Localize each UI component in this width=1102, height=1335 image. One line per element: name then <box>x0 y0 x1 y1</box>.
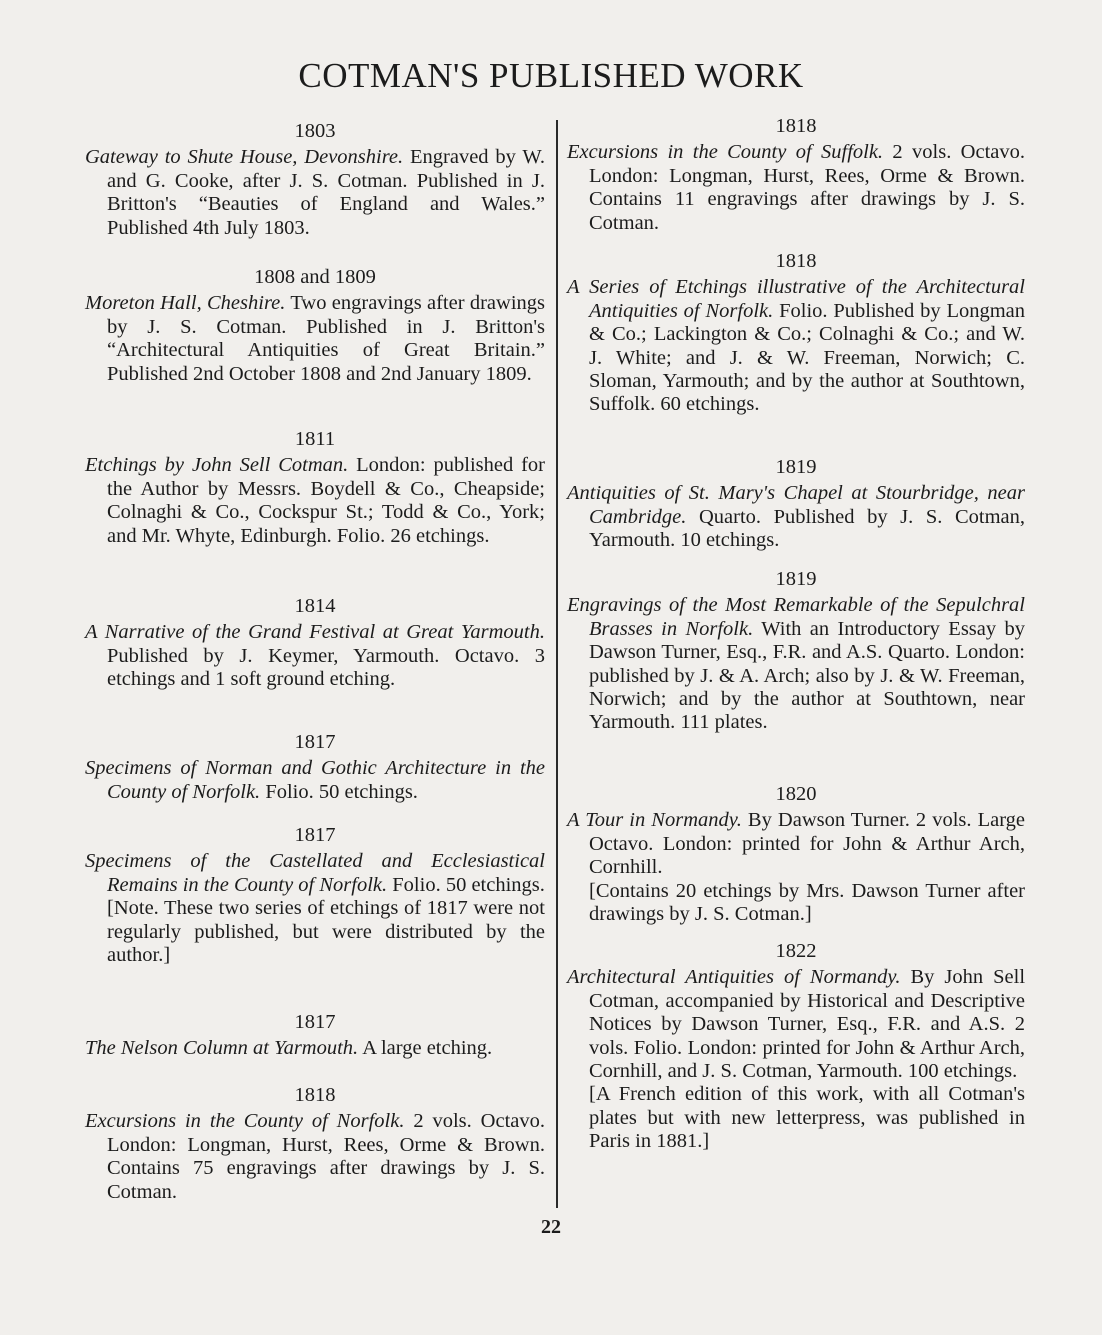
entry-text: Quarto. Published by J. S. Cotman, Yarmouth. 10 etchings. <box>589 505 1025 552</box>
bibliography-entry <box>85 731 545 804</box>
entry-body <box>85 1037 545 1060</box>
entry-text: 2 vols. Octavo. London: Longman, Hurst, Rees, Orme & Brown. Contains 75 engravings after drawings by J. S. Cotman. <box>107 1110 545 1203</box>
entry-title: A Tour in Normandy. <box>567 809 742 832</box>
entry-year: 1818 <box>294 1084 336 1106</box>
entry-body <box>567 276 1025 416</box>
entry-text: Two engravings after drawings by J. S. Cotman. Published in J. Britton's “Architectural Antiquities of Great Britain.” Published 2nd October 1808 and 2nd January 1809. <box>107 292 546 385</box>
bibliography-entry <box>85 120 545 240</box>
entry-title: Specimens of Norman and Gothic Architecture in the County of Norfolk. <box>85 757 545 803</box>
entry-year: 1819 <box>775 568 817 590</box>
bibliography-entry <box>85 428 545 548</box>
entry-year: 1818 <box>775 250 817 272</box>
entry-body <box>85 146 545 240</box>
entry-title: Gateway to Shute House, Devonshire. <box>85 146 404 169</box>
entry-year: 1820 <box>775 783 817 805</box>
entry-note: [Note. These two series of etchings of 1817 were not regularly published, but were distributed by the author.] <box>107 897 545 967</box>
entry-text: A large etching. <box>362 1037 493 1060</box>
entry-year: 1822 <box>775 940 817 962</box>
entry-body <box>567 482 1025 552</box>
entry-year: 1811 <box>294 428 336 450</box>
entry-title: A Series of Etchings illustrative of the Architectural Antiquities of Norfolk. <box>567 276 1025 322</box>
entry-text: Published by J. Keymer, Yarmouth. Octavo. 3 etchings and 1 soft ground etching. <box>107 644 545 691</box>
bibliography-entry <box>85 824 545 967</box>
entry-year: 1814 <box>294 595 336 617</box>
entry-body <box>567 966 1025 1083</box>
entry-title: Excursions in the County of Norfolk. <box>85 1110 405 1133</box>
bibliography-entry <box>85 595 545 692</box>
page-number: 22 <box>541 1216 561 1238</box>
bibliography-entry <box>567 456 1025 553</box>
bibliography-entry <box>567 250 1025 417</box>
entry-text: 2 vols. Octavo. London: Longman, Hurst, Rees, Orme & Brown. Contains 11 engravings after drawings by J. S. Cotman. <box>589 141 1025 234</box>
entry-body <box>85 454 545 548</box>
entry-title: Excursions in the County of Suffolk. <box>567 141 884 164</box>
bibliography-entry <box>85 1011 545 1061</box>
entry-title: Antiquities of St. Mary's Chapel at Stourbridge, near Cambridge. <box>567 482 1025 528</box>
entry-title: Engravings of the Most Remarkable of the Sepulchral Brasses in Norfolk. <box>567 594 1025 640</box>
bibliography-entry <box>85 1084 545 1204</box>
entry-text: Engraved by W. and G. Cooke, after J. S. Cotman. Published in J. Britton's “Beauties of England and Wales.” Published 4th July 1803. <box>107 146 545 239</box>
page-title: COTMAN'S PUBLISHED WORK <box>298 56 804 95</box>
bibliography-entry <box>567 783 1025 926</box>
entry-year: 1817 <box>294 1011 336 1033</box>
entry-year: 1817 <box>294 824 336 846</box>
column-divider <box>556 120 558 1208</box>
entry-body <box>85 621 545 691</box>
entry-body <box>85 850 545 897</box>
entry-title: Moreton Hall, Cheshire. <box>85 292 286 315</box>
entry-body <box>567 141 1025 235</box>
entry-text: London: published for the Author by Messrs. Boydell & Co., Cheapside; Colnaghi & Co., Cockspur St.; Todd & Co., York; and Mr. Whyte, Edinburgh. Folio. 26 etchings. <box>107 454 546 547</box>
entry-title: Specimens of the Castellated and Ecclesiastical Remains in the County of Norfolk. <box>85 850 545 896</box>
entry-text: Folio. 50 etchings. <box>265 780 418 803</box>
entry-body <box>567 594 1025 734</box>
entry-note: [Contains 20 etchings by Mrs. Dawson Turner after drawings by J. S. Cotman.] <box>589 879 1025 926</box>
entry-note: [A French edition of this work, with all Cotman's plates but with new letterpress, was published in Paris in 1881.] <box>589 1083 1025 1153</box>
bibliography-entry <box>567 940 1025 1154</box>
entry-year: 1808 and 1809 <box>254 266 376 288</box>
entry-body <box>85 757 545 804</box>
entry-body <box>85 1110 545 1204</box>
entry-title: Etchings by John Sell Cotman. <box>85 454 349 477</box>
entry-title: Architectural Antiquities of Normandy. <box>567 966 901 989</box>
entry-year: 1818 <box>775 115 817 137</box>
entry-text: By Dawson Turner. 2 vols. Large Octavo. London: printed for John & Arthur Arch, Cornhill. <box>589 809 1026 879</box>
entry-title: A Narrative of the Grand Festival at Great Yarmouth. <box>85 621 545 644</box>
entry-text: Folio. 50 etchings. <box>392 873 545 896</box>
entry-body <box>567 809 1025 879</box>
bibliography-entry <box>567 115 1025 235</box>
entry-text: By John Sell Cotman, accompanied by Historical and Descriptive Notices by Dawson Turner, Esq., F.R. and A.S. 2 vols. Folio. London: printed for John & Arthur Arch, Cornhill, and J. S. Cotman, Yarmouth. 100 etchings. <box>589 966 1026 1083</box>
entry-year: 1817 <box>294 731 336 753</box>
entry-title: The Nelson Column at Yarmouth. <box>85 1037 359 1060</box>
entry-year: 1819 <box>775 456 817 478</box>
bibliography-entry <box>567 568 1025 735</box>
entry-year: 1803 <box>294 120 336 142</box>
entry-text: With an Introductory Essay by Dawson Turner, Esq., F.R. and A.S. Quarto. London: published by J. & A. Arch; also by J. & W. Freeman, Norwich; and by the author at Southtown, near Yarmouth. 111 plates. <box>589 617 1025 734</box>
entry-body <box>85 292 545 386</box>
bibliography-entry <box>85 266 545 386</box>
entry-text: Folio. Published by Longman & Co.; Lackington & Co.; Colnaghi & Co.; and W. J. White; and J. & W. Freeman, Norwich; C. Sloman, Yarmouth; and by the author at Southtown, Suffolk. 60 etchings. <box>589 299 1026 416</box>
